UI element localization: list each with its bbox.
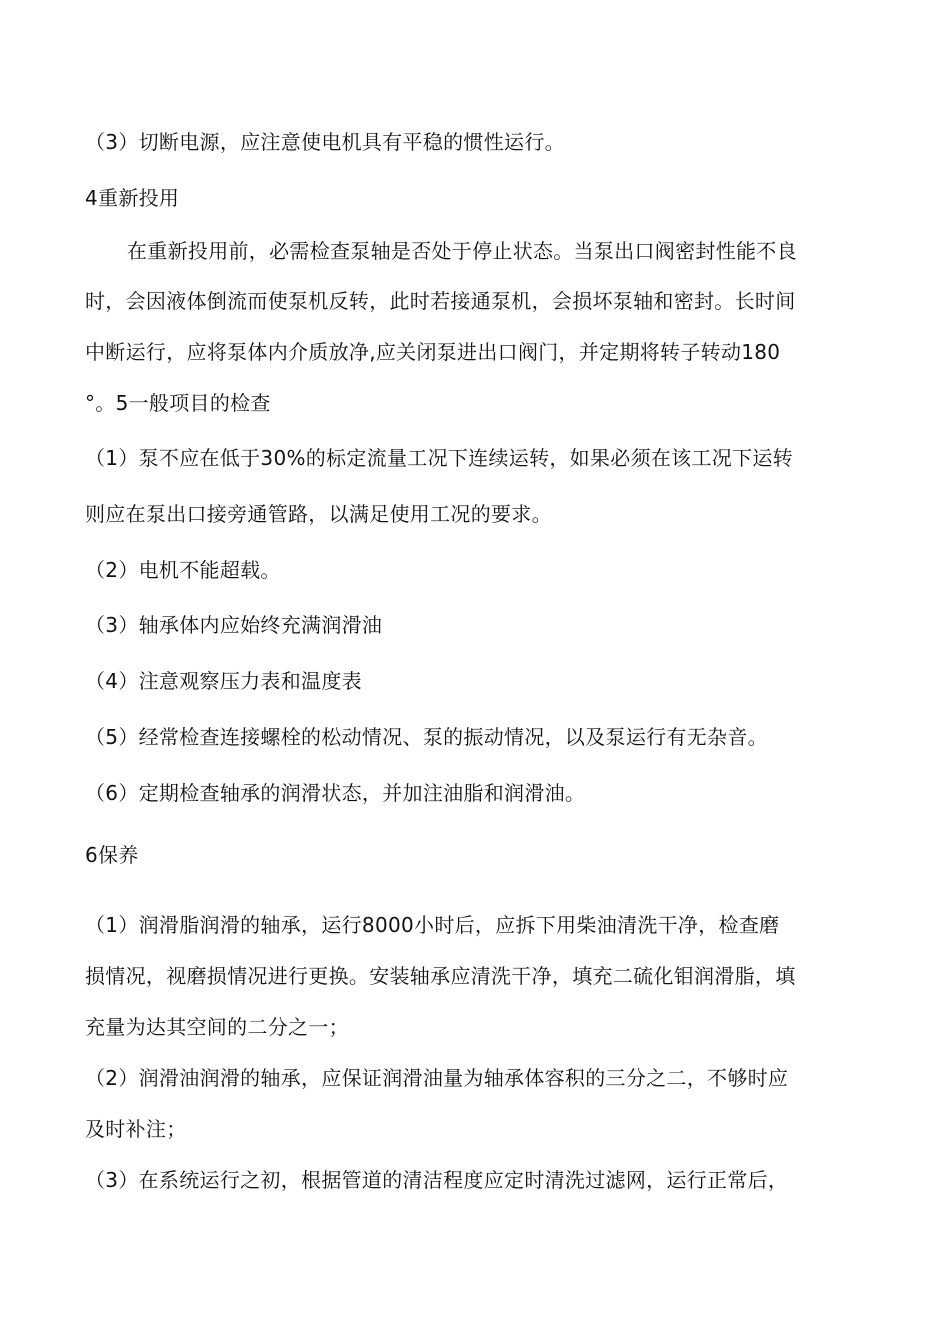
paragraph-recommission-line-1: 在重新投用前，必需检查泵轴是否处于停止状态。当泵出口阀密封性能不良: [127, 239, 797, 263]
paragraph-stop-item-3: （3）切断电源，应注意使电机具有平稳的惯性运行。: [85, 130, 565, 154]
inspection-item-4: （4）注意观察压力表和温度表: [85, 669, 362, 693]
inspection-item-5: （5）经常检查连接螺栓的松动情况、泵的振动情况，以及泵运行有无杂音。: [85, 725, 768, 749]
section-heading-recommission: 4重新投用: [85, 186, 180, 210]
maintenance-item-1-line-1: （1）润滑脂润滑的轴承，运行8000小时后，应拆下用柴油清洗干净，检查磨: [85, 913, 780, 937]
maintenance-item-3-line-1: （3）在系统运行之初，根据管道的清洁程度应定时清洗过滤网，运行正常后，: [85, 1168, 789, 1192]
maintenance-item-2-line-2: 及时补注；: [85, 1117, 187, 1141]
paragraph-recommission-line-3: 中断运行，应将泵体内介质放净,应关闭泵进出口阀门，并定期将转子转动180: [85, 340, 781, 364]
maintenance-item-1-line-2: 损情况，视磨损情况进行更换。安装轴承应清洗干净，填充二硫化钼润滑脂，填: [85, 964, 796, 988]
inspection-item-1-line-1: （1）泵不应在低于30%的标定流量工况下连续运转，如果必须在该工况下运转: [85, 446, 793, 470]
section-heading-maintenance: 6保养: [85, 843, 139, 867]
inspection-item-2: （2）电机不能超载。: [85, 558, 281, 582]
section-heading-general-inspection: °。5一般项目的检查: [85, 391, 271, 415]
maintenance-item-2-line-1: （2）润滑油润滑的轴承，应保证润滑油量为轴承体容积的三分之二，不够时应: [85, 1066, 789, 1090]
maintenance-item-1-line-3: 充量为达其空间的二分之一；: [85, 1015, 349, 1039]
inspection-item-6: （6）定期检查轴承的润滑状态，并加注油脂和润滑油。: [85, 781, 586, 805]
inspection-item-1-line-2: 则应在泵出口接旁通管路，以满足使用工况的要求。: [85, 502, 552, 526]
paragraph-recommission-line-2: 时，会因液体倒流而使泵机反转，此时若接通泵机，会损坏泵轴和密封。长时间: [85, 289, 796, 313]
inspection-item-3: （3）轴承体内应始终充满润滑油: [85, 613, 383, 637]
